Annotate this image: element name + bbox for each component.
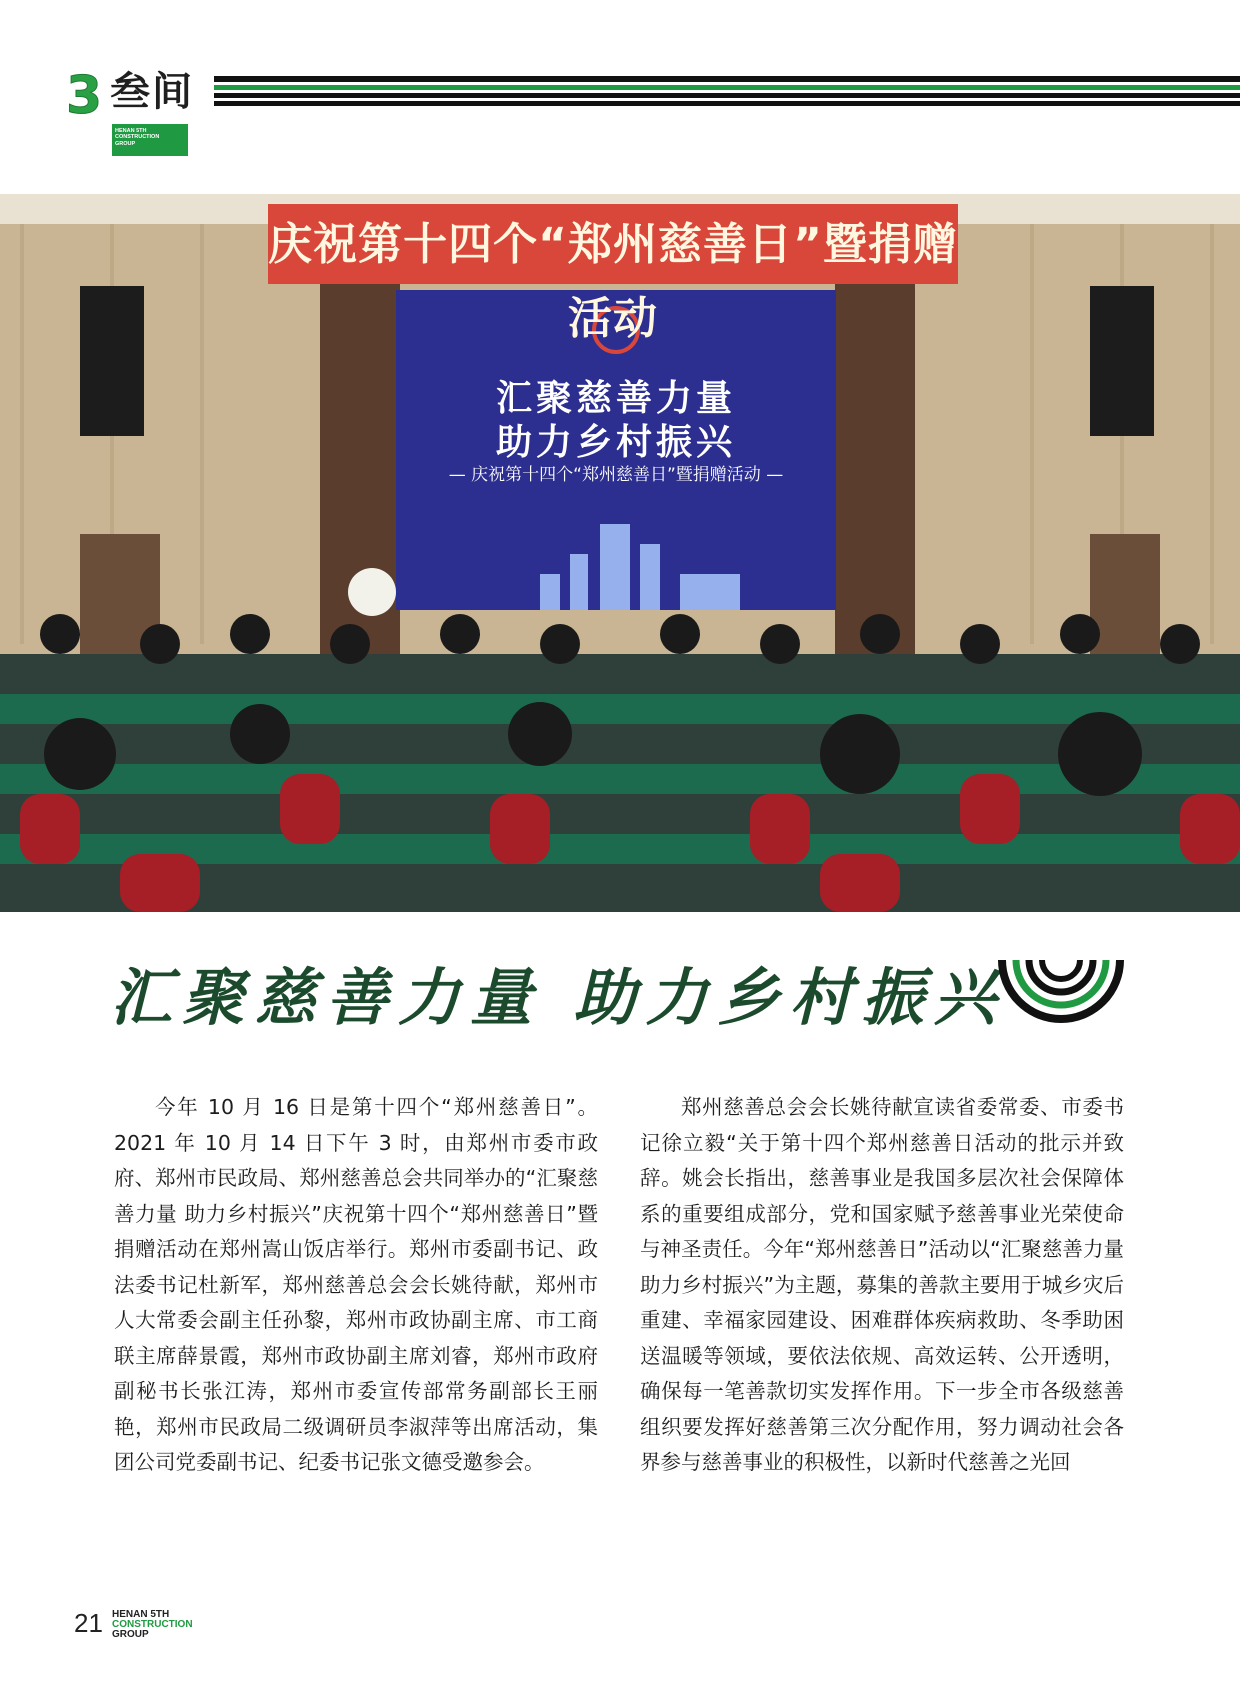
article-left-column	[114, 1090, 598, 1481]
section-number: 3	[66, 66, 103, 126]
article-paragraph: 今年 10 月 16 日是第十四个“郑州慈善日”。2021 年 10 月 14 日下午 3 时，由郑州市委市政府、郑州市民政局、郑州慈善总会共同举办的“汇聚慈善力量 助力乡村振兴”庆祝第十四个“郑州慈善日”暨捐赠活动在郑州嵩山饭店举行。郑州市委副书记、政法委书记杜新军，郑州慈善总会会长姚待献，郑州市人大常委会副主任孙黎，郑州市政协副主席、市工商联主席薛景霞，郑州市政协副主席刘睿，郑州市政府副秘书长张江涛，郑州市委宣传部常务副部长王丽艳，郑州市民政局二级调研员李淑萍等出席活动，集团公司党委副书记、纪委书记张文德受邀参会。	[114, 1095, 598, 1474]
footer-brand-line-1: HENAN 5TH	[112, 1609, 170, 1620]
article-title: 汇聚慈善力量 助力乡村振兴	[110, 961, 1006, 1034]
article-paragraph: 郑州慈善总会会长姚待献宣读省委常委、市委书记徐立毅“关于第十四个郑州慈善日活动的批示并致辞。姚会长指出，慈善事业是我国多层次社会保障体系的重要组成部分，党和国家赋予慈善事业光荣使命与神圣责任。今年“郑州慈善日”活动以“汇聚慈善力量 助力乡村振兴”为主题，募集的善款主要用于城乡灾后重建、幸福家园建设、困难群体疾病救助、冬季助困送温暖等领域，要依法依规、高效运转、公开透明，确保每一笔善款切实发挥作用。下一步全市各级慈善组织要发挥好慈善第三次分配作用，努力调动社会各界参与慈善事业的积极性，以新时代慈善之光回	[640, 1095, 1124, 1474]
company-logo	[112, 124, 188, 156]
footer-brand	[112, 1610, 193, 1640]
logo-line-2: CONSTRUCTION	[115, 134, 160, 141]
screen-line-2: 助力乡村振兴	[495, 422, 736, 463]
article-right-column	[640, 1090, 1124, 1481]
screen-line-1: 汇聚慈善力量	[495, 378, 736, 419]
logo-line-3: GROUP	[115, 140, 136, 147]
screen-line-3: — 庆祝第十四个“郑州慈善日”暨捐赠活动 —	[448, 465, 784, 485]
banner-text: 庆祝第十四个“郑州慈善日”暨捐赠活动	[268, 219, 958, 344]
logo-line-1: HENAN 5TH	[115, 128, 147, 134]
section-title: 叁间	[110, 68, 194, 115]
header-stripes	[214, 76, 1240, 110]
page-number: 21	[74, 1608, 103, 1638]
arc-decoration-icon	[998, 960, 1124, 1032]
footer-brand-line-2: CONSTRUCTION	[112, 1619, 193, 1630]
footer-brand-line-3: GROUP	[112, 1629, 149, 1640]
